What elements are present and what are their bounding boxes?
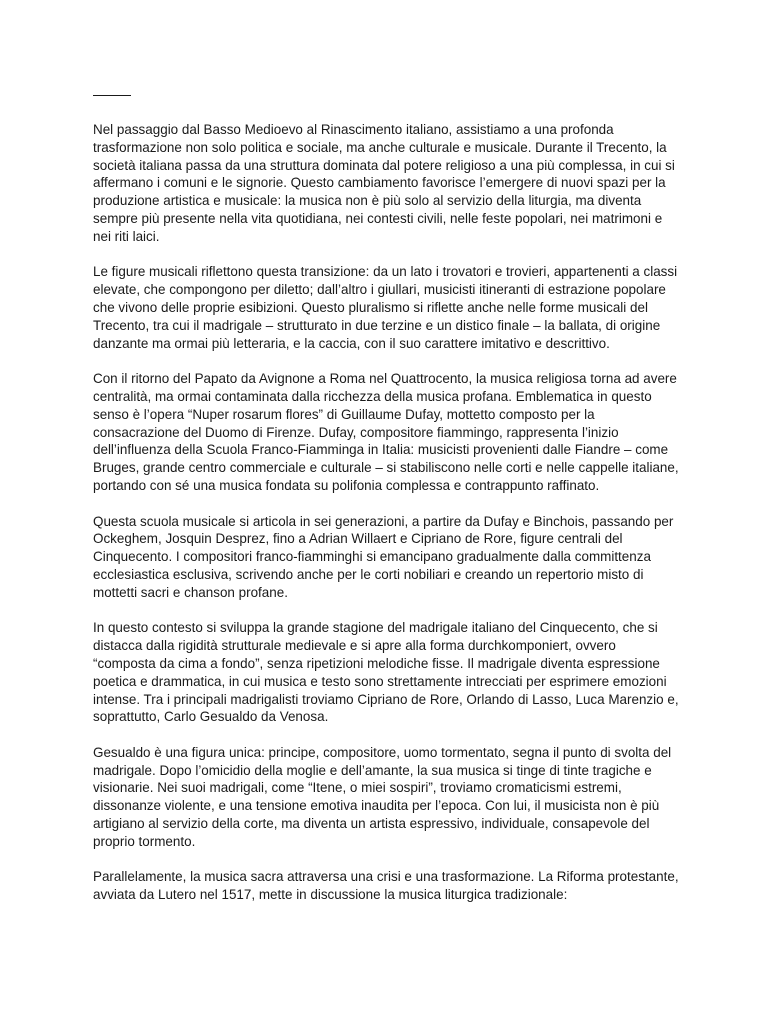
paragraph-7: Parallelamente, la musica sacra attraversa una crisi e una trasformazione. La Riforma protestante, avviata da Lutero nel 1517, mette in discussione la musica liturgica tradizionale: — [93, 869, 679, 903]
paragraph-5: In questo contesto si sviluppa la grande stagione del madrigale italiano del Cinquecento, che si distacca dalla rigidità strutturale medievale e si apre alla forma durchkomponiert, ovvero “composta da cima a fondo”, senza ripetizioni melodiche fisse. Il madrigale diventa espressione poetica e drammatica, in cui musica e testo sono strettamente intrecciati per esprimere emozioni intense. Tra i principali madrigalisti troviamo Cipriano de Rore, Orlando di Lasso, Luca Marenzio e, soprattutto, Carlo Gesualdo da Venosa. — [93, 620, 679, 725]
paragraph-4: Questa scuola musicale si articola in sei generazioni, a partire da Dufay e Binchois, passando per Ockeghem, Josquin Desprez, fino a Adrian Willaert e Cipriano de Rore, figure centrali del Cinquecento. I compositori franco-fiamminghi si emancipano gradualmente dalla committenza ecclesiastica esclusiva, scrivendo anche per le corti nobiliari e creando un repertorio misto di mottetti sacri e chanson profane. — [93, 513, 674, 600]
paragraph-6: Gesualdo è una figura unica: principe, compositore, uomo tormentato, segna il punto di svolta del madrigale. Dopo l’omicidio della moglie e dell’amante, la sua musica si tinge di tinte tragiche e visionarie. Nei suoi madrigali, come “Itene, o miei sospiri”, troviamo cromaticismi estremi, dissonanze violente, e una tensione emotiva inaudita per l’epoca. Con lui, il musicista non è più artigiano al servizio della corte, ma diventa un artista espressivo, individuale, consapevole del proprio tormento. — [93, 744, 672, 849]
paragraph-3: Con il ritorno del Papato da Avignone a Roma nel Quattrocento, la musica religiosa torna ad avere centralità, ma ormai contaminata dalla ricchezza della musica profana. Emblematica in questo senso è l’opera “Nuper rosarum flores” di Guillaume Dufay, mottetto composto per la consacrazione del Duomo di Firenze. Dufay, compositore fiammingo, rappresenta l’inizio dell’influenza della Scuola Franco-Fiamminga in Italia: musicisti provenienti dalle Fiandre – come Bruges, grande centro commerciale e culturale – si stabiliscono nelle corti e nelle cappelle italiane, portando con sé una musica fondata su polifonia complessa e contrappunto raffinato. — [93, 371, 679, 493]
section-divider — [93, 95, 131, 96]
document-body — [93, 121, 681, 922]
paragraph-1: Nel passaggio dal Basso Medioevo al Rinascimento italiano, assistiamo a una profonda trasformazione non solo politica e sociale, ma anche culturale e musicale. Durante il Trecento, la società italiana passa da una struttura dominata dal potere religioso a una più complessa, in cui si affermano i comuni e le signorie. Questo cambiamento favorisce l’emergere di nuovi spazi per la produzione artistica e musicale: la musica non è più solo al servizio della liturgia, ma diventa sempre più presente nella vita quotidiana, nei contesti civili, nelle feste popolari, nei matrimoni e nei riti laici. — [93, 122, 675, 244]
paragraph-2: Le figure musicali riflettono questa transizione: da un lato i trovatori e trovieri, appartenenti a classi elevate, che compongono per diletto; dall’altro i giullari, musicisti itineranti di estrazione popolare che vivono delle proprie esibizioni. Questo pluralismo si riflette anche nelle forme musicali del Trecento, tra cui il madrigale – strutturato in due terzine e un distico finale – la ballata, di origine danzante ma ormai più letteraria, e la caccia, con il suo carattere imitativo e descrittivo. — [93, 264, 678, 351]
